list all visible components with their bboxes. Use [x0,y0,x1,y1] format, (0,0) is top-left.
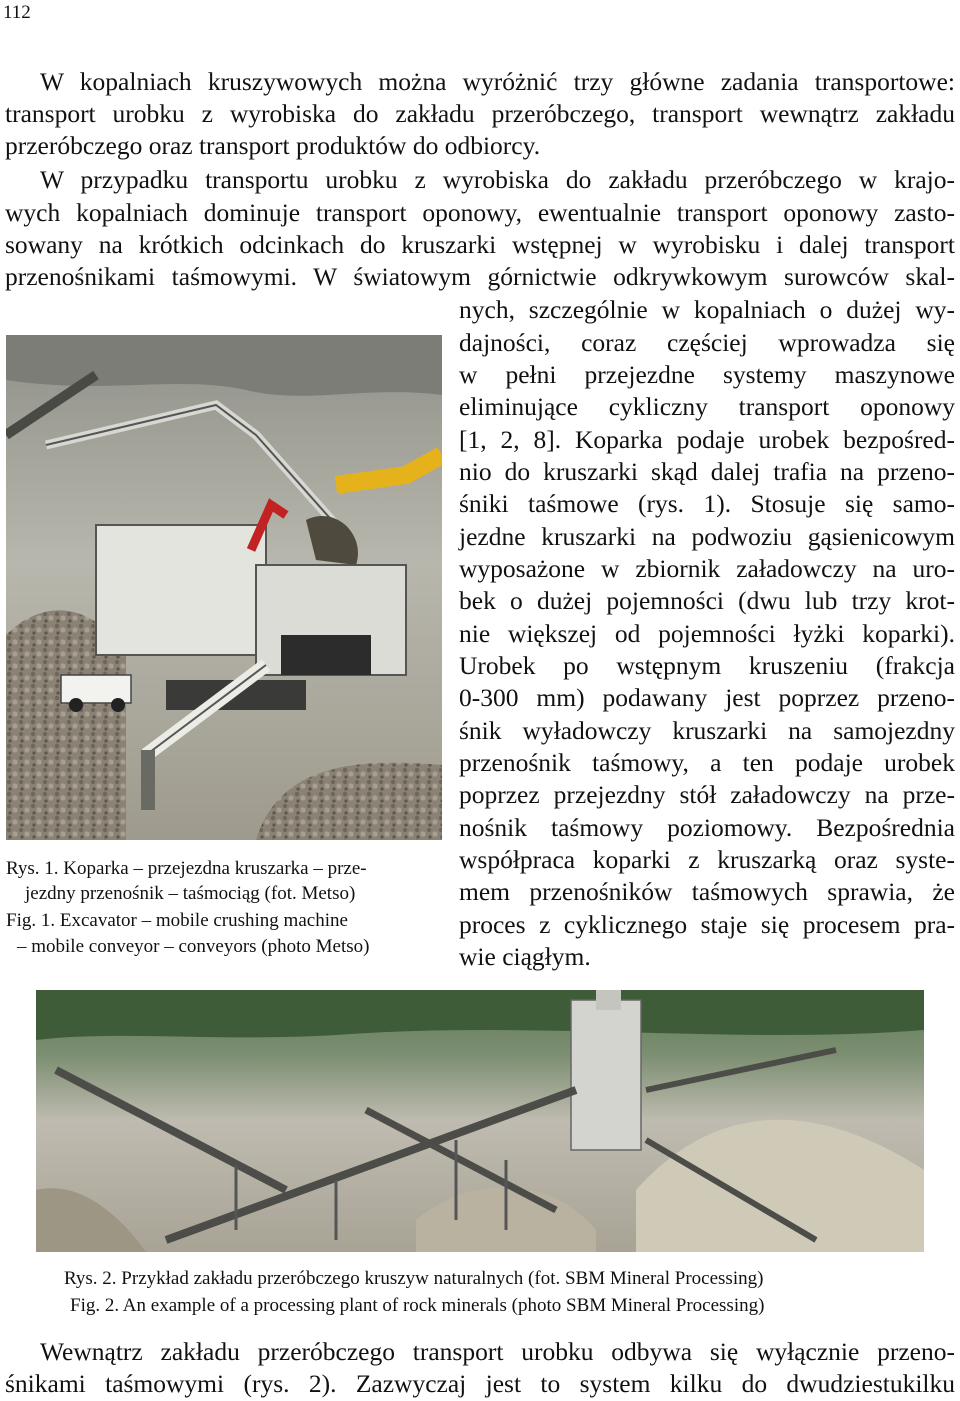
text-line: eliminujące cykliczny transport oponowy [459,392,955,421]
caption-line: Fig. 1. Excavator – mobile crushing machine [6,910,348,931]
caption-line: Rys. 1. Koparka – przejezdna kruszarka – prze- [6,858,367,879]
text-line: wych kopalniach dominuje transport oponowy, ewentualnie transport oponowy zasto- [5,198,955,227]
text-line: nie większej od pojemności łyżki koparki). [459,619,955,648]
text-line: śnik wyładowczy kruszarki na samojezdny [459,716,955,745]
text-line: nych, szczególnie w kopalniach o dużej wy- [459,295,955,324]
text-line: nio do kruszarki skąd dalej trafia na przeno- [459,457,955,486]
text-line: śniki taśmowe (rys. 1). Stosuje się samo- [459,489,955,518]
text-line: w pełni przejezdne systemy maszynowe [459,360,955,389]
text-line: mem przenośników taśmowych sprawia, że [459,877,955,906]
text-line: Urobek po wstępnym kruszeniu (frakcja [459,651,955,680]
text-line: poprzez przejezdny stół załadowczy na prze- [459,780,955,809]
text-line: Wewnątrz zakładu przeróbczego transport urobku odbywa się wyłącznie przeno- [40,1337,955,1366]
text-line: 0-300 mm) podawany jest poprzez przeno- [459,683,955,712]
figure-1-photo [6,335,442,840]
text-line: nośnik taśmowy poziomowy. Bezpośrednia [459,813,955,842]
figure-2-photo [36,990,924,1252]
text-line: W kopalniach kruszywowych można wyróżnić trzy główne zadania transportowe: [40,67,955,96]
text-line: proces z cyklicznego staje się procesem pra- [459,910,955,939]
caption-line: jezdny przenośnik – taśmociąg (fot. Metso) [25,883,356,904]
caption-line: – mobile conveyor – conveyors (photo Metso) [17,936,370,957]
text-line: bek o dużej pojemności (dwu lub trzy krot- [459,586,955,615]
text-line: jezdne kruszarki na podwoziu gąsienicowym [459,522,955,551]
text-line: [1, 2, 8]. Koparka podaje urobek bezpośred- [459,425,955,454]
text-line: transport urobku z wyrobiska do zakładu przeróbczego, transport wewnątrz zakładu [5,99,955,128]
text-line: przenośnikami taśmowymi. W światowym górnictwie odkrywkowym surowców skal- [5,262,955,291]
text-line: współpraca koparki z kruszarką oraz syste- [459,845,955,874]
text-line: śnikami taśmowymi (rys. 2). Zazwyczaj jest to system kilku do dwudziestukilku [5,1369,955,1398]
text-line: wie ciągłym. [459,942,591,971]
caption-line: Rys. 2. Przykład zakładu przeróbczego kruszyw naturalnych (fot. SBM Mineral Processing) [64,1268,764,1289]
text-line: sowany na krótkich odcinkach do kruszarki wstępnej w wyrobisku i dalej transport [5,230,955,259]
text-line: przeróbczego oraz transport produktów do odbiorcy. [5,131,541,160]
text-line: dajności, coraz częściej wprowadza się [459,328,955,357]
text-line: wyposażone w zbiornik załadowczy na uro- [459,554,955,583]
text-line: W przypadku transportu urobku z wyrobiska do zakładu przeróbczego w krajo- [40,165,955,194]
text-line: przenośnik taśmowy, a ten podaje urobek [459,748,955,777]
page-number: 112 [3,2,31,23]
caption-line: Fig. 2. An example of a processing plant of rock minerals (photo SBM Mineral Processing) [70,1295,765,1316]
